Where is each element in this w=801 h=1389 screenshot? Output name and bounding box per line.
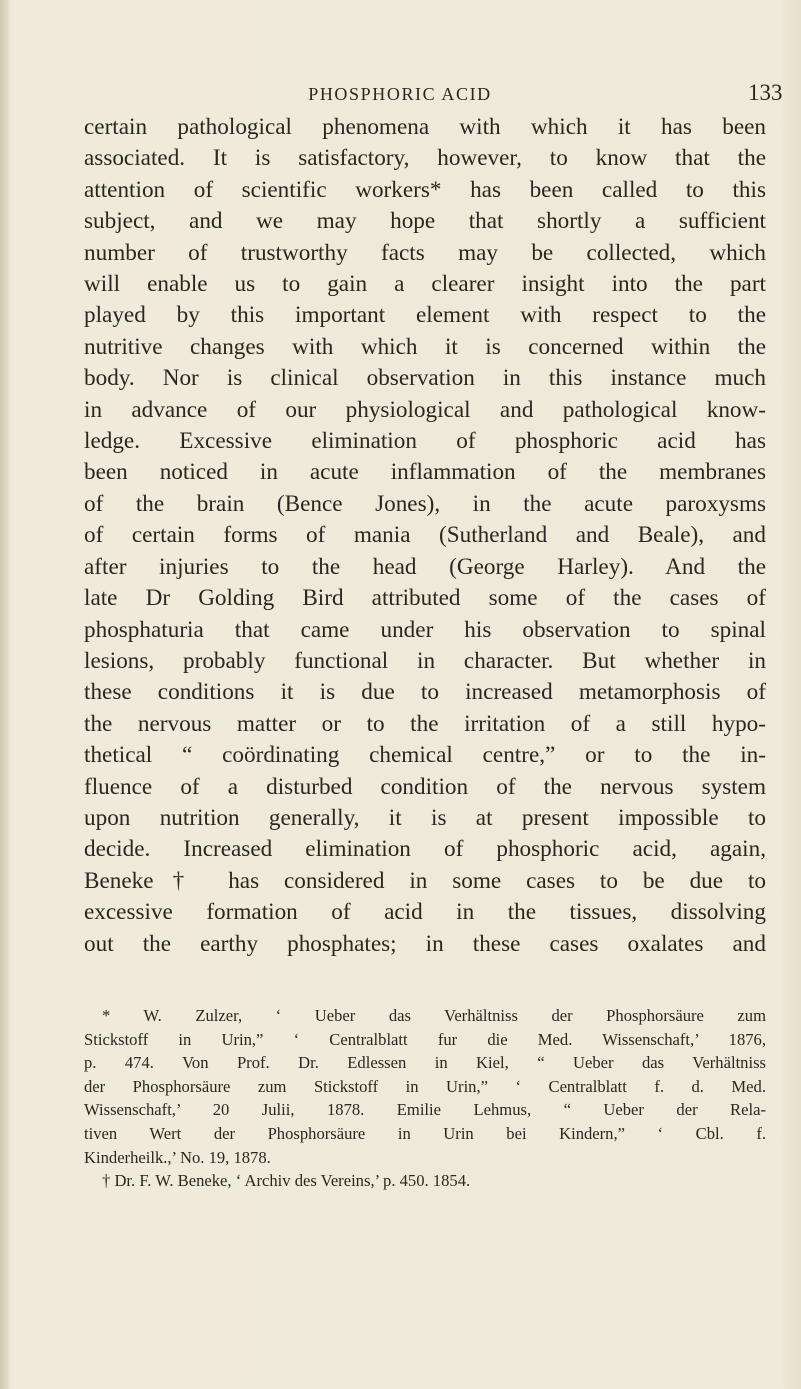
text-line: ledge. Excessive elimination of phosphoric acid has — [84, 428, 766, 455]
text-line: number of trustworthy facts may be collected, which — [84, 239, 766, 266]
page-number: 133 — [748, 80, 783, 105]
text-line: late Dr Golding Bird attributed some of the cases of — [84, 585, 766, 612]
footnote-line: Stickstoff in Urin,” ‘ Centralblatt fur die Med. Wissenschaft,’ 1876, — [84, 1029, 766, 1049]
text-line: these conditions it is due to increased metamorphosis of — [84, 679, 766, 706]
text-line: excessive formation of acid in the tissues, dissolving — [84, 899, 766, 926]
text-line: body. Nor is clinical observation in this instance much — [84, 365, 766, 392]
text-line: nutritive changes with which it is concerned within the — [84, 333, 766, 360]
text-line: been noticed in acute inflammation of the membranes — [84, 459, 766, 486]
text-line: lesions, probably functional in character. But whether in — [84, 647, 766, 674]
footnote-line: tiven Wert der Phosphorsäure in Urin bei Kindern,” ‘ Cbl. f. — [84, 1123, 766, 1143]
footnote-line: der Phosphorsäure zum Stickstoff in Urin,” ‘ Centralblatt f. d. Med. — [84, 1076, 766, 1096]
footnotes — [84, 1004, 766, 1193]
text-line: in advance of our physiological and pathological know- — [84, 396, 766, 423]
text-line: thetical “ coördinating chemical centre,” or to the in- — [84, 742, 766, 769]
footnote-line: Kinderheilk.,’ No. 19, 1878. — [84, 1147, 271, 1167]
text-line: associated. It is satisfactory, however, to know that the — [84, 145, 766, 172]
text-line: the nervous matter or to the irritation of a still hypo- — [84, 710, 766, 737]
footnote-line: Wissenschaft,’ 20 Julii, 1878. Emilie Lehmus, “ Ueber der Rela- — [84, 1100, 766, 1120]
text-line: fluence of a disturbed condition of the nervous system — [84, 773, 766, 800]
text-line: after injuries to the head (George Harley). And the — [84, 553, 766, 580]
text-line: out the earthy phosphates; in these cases oxalates and — [84, 930, 766, 957]
footnote-line: † Dr. F. W. Beneke, ‘ Archiv des Vereins,’ p. 450. 1854. — [102, 1171, 471, 1191]
text-line: of certain forms of mania (Sutherland and Beale), and — [84, 522, 766, 549]
footnote-line: p. 474. Von Prof. Dr. Edlessen in Kiel, “ Ueber das Verhältniss — [84, 1053, 766, 1073]
text-line: will enable us to gain a clearer insight into the part — [84, 271, 766, 298]
text-line: phosphaturia that came under his observation to spinal — [84, 616, 766, 643]
text-line: played by this important element with respect to the — [84, 302, 766, 329]
body-text — [84, 112, 766, 960]
text-line: attention of scientific workers* has been called to this — [84, 176, 766, 203]
text-line: subject, and we may hope that shortly a sufficient — [84, 208, 766, 235]
text-line: Beneke† has considered in some cases to be due to — [84, 867, 766, 894]
text-line: upon nutrition generally, it is at present impossible to — [84, 804, 766, 831]
page-gutter-shadow — [0, 0, 10, 1389]
footnote-line: * W. Zulzer, ‘ Ueber das Verhältniss der Phosphorsäure zum — [102, 1006, 766, 1025]
running-header: PHOSPHORIC ACID — [308, 84, 492, 104]
text-line: certain pathological phenomena with which it has been — [84, 114, 766, 140]
text-line: decide. Increased elimination of phosphoric acid, again, — [84, 836, 766, 863]
text-line: of the brain (Bence Jones), in the acute paroxysms — [84, 490, 766, 517]
